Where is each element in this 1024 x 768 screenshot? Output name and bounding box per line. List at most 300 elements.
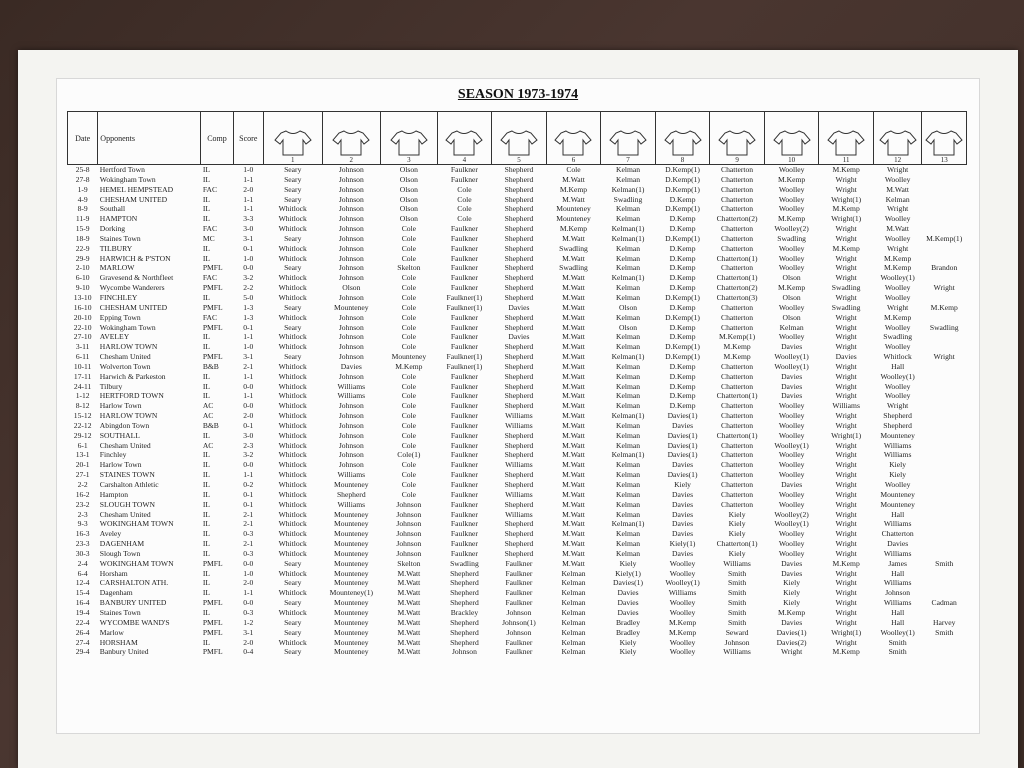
cell-player-6: M.Watt [562,480,585,489]
cell-player-1: Whitlock [278,224,307,234]
cell-player-1: Whitlock [278,273,307,283]
table-row [68,313,967,323]
cell-player-11: Wright [835,420,857,430]
cell-player-13 [922,342,967,352]
cell-opponent: Hertford Town [99,165,145,174]
cell-player-2: Williams [337,499,366,509]
cell-comp: IL [202,253,210,263]
cell-opponent: Harlow Town [99,460,142,470]
cell-player-7: Kelman [615,292,641,302]
cell-player-1: Seary [284,165,302,174]
cell-player-12: Williams [883,440,912,450]
cell-player-9: Chatterton [721,480,754,489]
cell-player-7: Kelman [615,174,641,184]
cell-date: 16-4 [75,598,90,608]
cell-player-9: Chatterton [721,460,754,470]
cell-player-2: Johnson [338,450,364,460]
cell-player-7: Davies [617,598,639,608]
cell-player-1: Whitlock [278,381,307,391]
table-row [68,647,967,657]
cell-player-8: D.Kemp(1) [665,233,700,243]
cell-opponent: Abingdon Town [99,420,150,430]
cell-player-8: Woolley [669,568,696,578]
cell-player-3: Cole [401,371,417,381]
cell-player-5: Shepherd [504,519,534,529]
cell-opponent: HEMEL HEMPSTEAD [99,184,174,194]
cell-player-4: Faulkner [450,480,478,489]
cell-player-6: M.Watt [562,401,585,411]
cell-opponent: Staines Town [99,233,141,243]
cell-player-10: Davies [781,568,803,578]
cell-score: 1-1 [243,371,254,381]
cell-player-6: M.Watt [562,381,585,391]
cell-comp: IL [202,174,210,184]
cell-player-9: Williams [723,558,751,568]
cell-player-7: Kelman [615,381,641,391]
cell-player-2: Mounteney [334,617,369,627]
cell-player-10: Davies [781,480,803,489]
cell-comp: IL [202,430,210,440]
cell-player-1: Whitlock [278,411,307,421]
cell-score: 0-1 [243,243,254,253]
cell-player-2: Johnson [338,253,364,263]
header-shirt-12 [873,112,921,165]
cell-player-7: Kelman [615,214,641,224]
cell-player-4: Faulkner [450,342,478,352]
cell-player-8: Davies(1) [667,440,698,450]
cell-date: 24-11 [73,381,92,391]
cell-player-6: M.Watt [562,233,585,243]
document-page [56,78,980,734]
header-shirt-13 [922,112,967,165]
cell-player-4: Cole [457,204,472,214]
cell-player-5: Shepherd [504,214,534,224]
cell-player-7: Davies [617,588,639,598]
cell-player-6: M.Watt [562,273,585,283]
cell-date: 23-2 [75,499,90,509]
cell-opponent: Dagenham [99,588,133,598]
cell-player-10: Woolley [778,529,805,539]
cell-player-2: Mounteney [334,578,369,588]
cell-player-4: Shepherd [450,617,479,627]
cell-comp: IL [202,391,210,401]
cell-date: 16-3 [75,529,90,539]
cell-player-2: Johnson [338,411,364,421]
cell-player-6: M.Watt [562,302,585,312]
cell-player-3: Cole [401,233,417,243]
cell-player-13: Wright [933,352,955,362]
shirt-icon [922,128,966,156]
cell-score: 0-1 [243,420,254,430]
cell-score: 3-0 [243,224,254,234]
cell-player-2: Johnson [338,263,364,273]
cell-player-1: Whitlock [278,214,307,224]
table-row [68,578,967,588]
cell-player-1: Seary [284,578,302,588]
cell-player-10: Woolley(2) [774,224,809,234]
cell-player-7: Kelman [615,460,641,470]
cell-player-1: Whitlock [278,548,307,558]
cell-score: 3-1 [243,627,254,637]
cell-opponent: Wolverton Town [99,361,151,371]
cell-player-1: Whitlock [278,588,307,598]
cell-player-3: Cole [401,253,417,263]
cell-opponent: WOKINGHAM TOWN [99,519,174,529]
cell-player-1: Seary [284,627,302,637]
cell-player-6: M.Kemp [559,184,588,194]
cell-score: 0-1 [243,322,254,332]
table-row [68,293,967,303]
cell-player-7: Kelman [615,440,641,450]
header-shirt-2 [322,112,381,165]
cell-player-3: Olson [399,194,418,204]
cell-comp: PMFL [202,647,223,657]
cell-player-2: Mounteney [334,558,369,568]
cell-comp: IL [202,489,210,499]
cell-player-11: Wright [835,411,857,421]
cell-player-3: Cole(1) [397,450,421,460]
cell-opponent: Epping Town [99,312,141,322]
shirt-number: 8 [680,156,685,164]
cell-player-3: Cole [401,243,417,253]
cell-player-11: Wright [835,578,857,588]
cell-player-13 [922,382,967,392]
cell-player-2: Johnson [338,194,364,204]
cell-player-4: Faulkner [450,332,478,342]
cell-player-2: Johnson [338,332,364,342]
cell-player-5: Williams [505,460,533,470]
cell-date: 6-10 [75,273,90,283]
cell-player-9: Chatterton(1) [716,539,758,549]
cell-player-11: Wright [835,519,857,529]
cell-player-7: Kelman [615,499,641,509]
cell-player-7: Kelman [615,263,641,273]
cell-player-1: Whitlock [278,607,307,617]
cell-player-1: Whitlock [278,450,307,460]
cell-player-7: Kelman(1) [611,224,645,234]
cell-comp: AC [202,440,214,450]
cell-player-1: Seary [284,263,302,273]
cell-player-13 [922,638,967,648]
cell-player-2: Johnson [338,292,364,302]
cell-opponent: AVELEY [99,332,130,342]
cell-player-10: Woolley [778,194,805,204]
cell-player-9: Chatterton [721,312,754,322]
cell-comp: IL [202,470,210,480]
cell-player-12: Wright [887,165,909,174]
cell-score: 5-0 [243,292,254,302]
cell-player-8: D.Kemp [669,381,696,391]
cell-score: 0-2 [243,480,254,489]
cell-opponent: Finchley [99,450,127,460]
cell-player-2: Johnson [338,174,364,184]
cell-player-7: Kelman(1) [611,519,645,529]
cell-player-4: Cole [457,194,472,204]
cell-player-11: Wright [835,598,857,608]
cell-player-9: Kiely [728,548,746,558]
cell-opponent: WYCOMBE WAND'S [99,617,170,627]
cell-comp: IL [202,381,210,391]
cell-date: 29-9 [75,253,90,263]
cell-score: 2-0 [243,411,254,421]
cell-player-7: Bradley [615,617,641,627]
cell-player-4: Faulkner [450,322,478,332]
shirt-number: 5 [517,156,521,164]
cell-player-8: Davies [672,499,694,509]
cell-player-5: Shepherd [504,361,534,371]
cell-date: 17-11 [73,371,92,381]
cell-opponent: WOKINGHAM TOWN [99,558,174,568]
cell-player-10: Olson [782,292,801,302]
cell-player-13 [922,569,967,579]
cell-player-5: Shepherd [504,273,534,283]
table-row [68,450,967,460]
table-body [68,165,967,658]
cell-player-7: Kelman [615,489,641,499]
cell-player-5: Shepherd [504,352,534,362]
cell-player-10: Wright [781,647,803,657]
cell-player-13: Wright [933,283,955,293]
cell-player-11: Wright [835,342,857,352]
cell-opponent: HERTFORD TOWN [99,391,164,401]
cell-player-3: Cole [401,440,417,450]
cell-player-1: Whitlock [278,480,307,489]
cell-player-11: Wright [835,322,857,332]
cell-player-6: M.Watt [562,253,585,263]
cell-player-9: Chatterton(1) [716,253,758,263]
cell-player-12: Williams [883,578,912,588]
cell-player-9: Chatterton [721,194,754,204]
cell-player-11: Wright [835,499,857,509]
header-shirt-4 [437,112,492,165]
cell-player-4: Faulkner [450,430,478,440]
cell-player-12: Shepherd [883,420,912,430]
cell-player-9: Chatterton [721,381,754,391]
cell-player-7: Kelman [615,243,641,253]
page-title: SEASON 1973-1974 [457,87,579,102]
cell-player-4: Faulkner [450,411,478,421]
cell-comp: MC [202,233,215,243]
cell-player-4: Faulkner [450,381,478,391]
cell-comp: IL [202,342,210,352]
cell-player-3: Cole [401,401,417,411]
cell-player-7: Kelman [615,204,641,214]
cell-player-13: Smith [935,627,954,637]
cell-player-8: Davies [672,489,694,499]
cell-player-2: Mounteney [334,519,369,529]
cell-player-3: Cole [401,332,417,342]
cell-score: 0-0 [243,460,254,470]
cell-player-3: M.Watt [397,617,421,627]
cell-opponent: DAGENHAM [99,539,145,549]
cell-score: 1-0 [243,342,254,352]
cell-player-10: Woolley [778,411,805,421]
cell-player-9: Smith [728,617,747,627]
cell-player-1: Seary [284,558,302,568]
cell-player-5: Shepherd [504,381,534,391]
cell-opponent: SOUTHALL [99,430,140,440]
cell-player-2: Williams [337,391,366,401]
cell-player-8: D.Kemp [669,361,696,371]
cell-score: 2-0 [243,578,254,588]
cell-player-4: Swadling [450,558,479,568]
cell-player-2: Johnson [338,204,364,214]
cell-player-12: Shepherd [883,411,912,421]
cell-comp: PMFL [202,352,223,362]
cell-player-5: Faulkner [505,637,533,647]
cell-score: 1-3 [243,302,254,312]
cell-player-4: Johnson [451,647,477,657]
cell-player-12: James [888,558,907,568]
cell-player-1: Whitlock [278,292,307,302]
cell-date: 11-9 [75,214,90,224]
cell-player-11: Wright [835,548,857,558]
cell-player-11: Wright [835,184,857,194]
cell-date: 13-10 [73,292,92,302]
shirt-icon [547,128,601,156]
cell-player-12: M.Kemp [884,253,912,263]
cell-score: 1-3 [243,312,254,322]
cell-score: 3-2 [243,273,254,283]
cell-player-3: Olson [399,204,418,214]
cell-player-2: Mounteney [334,568,369,578]
cell-player-1: Whitlock [278,430,307,440]
cell-player-13 [922,244,967,254]
cell-player-5: Shepherd [504,430,534,440]
cell-player-13 [922,224,967,234]
cell-player-11: Wright [835,371,857,381]
shirt-number: 7 [626,156,630,164]
cell-player-2: Johnson [338,243,364,253]
cell-score: 1-1 [243,588,254,598]
cell-player-2: Williams [337,470,366,480]
cell-player-8: D.Kemp [669,332,696,342]
cell-player-8: D.Kemp(1) [665,184,700,194]
cell-player-4: Faulkner(1) [446,361,483,371]
cell-player-11: Wright [835,440,857,450]
cell-score: 0-1 [243,499,254,509]
cell-player-13 [922,421,967,431]
cell-player-8: Woolley [669,647,696,657]
cell-player-9: Kiely [728,519,746,529]
cell-player-11: Wright [835,509,857,519]
cell-player-6: Swadling [559,263,588,273]
table-row [68,618,967,628]
table-row [68,510,967,520]
cell-player-7: Davies(1) [613,578,643,588]
cell-player-10: Woolley [778,332,805,342]
cell-player-5: Faulkner [505,647,533,657]
cell-player-3: Cole [401,430,417,440]
table-row [68,195,967,205]
cell-opponent: Chesham United [99,440,151,450]
cell-player-7: Kelman [615,312,641,322]
cell-opponent: Tilbury [99,381,123,391]
cell-player-5: Williams [505,420,533,430]
cell-date: 20-10 [73,312,92,322]
cell-player-5: Shepherd [504,194,534,204]
cell-player-13 [922,588,967,598]
cell-player-4: Shepherd [450,637,479,647]
cell-player-8: Woolley [669,637,696,647]
cell-player-1: Seary [284,233,302,243]
cell-player-10: Olson [782,273,801,283]
cell-player-7: Kelman [615,420,641,430]
cell-player-12: Williams [883,450,912,460]
cell-player-9: Chatterton [721,174,754,184]
cell-player-9: Chatterton [721,184,754,194]
cell-player-9: Chatterton [721,302,754,312]
cell-player-8: D.Kemp(1) [665,312,700,322]
cell-comp: IL [202,509,210,519]
shirt-number: 13 [940,156,948,164]
cell-player-5: Williams [505,411,533,421]
cell-player-6: M.Watt [562,440,585,450]
cell-date: 2-10 [75,263,90,273]
cell-date: 29-12 [73,430,92,440]
cell-player-8: Davies [672,519,694,529]
table-row [68,638,967,648]
cell-player-7: Kelman [615,539,641,549]
cell-player-2: Johnson [338,430,364,440]
cell-player-5: Johnson [506,627,532,637]
cell-opponent: HORSHAM [99,637,138,647]
cell-player-4: Faulkner(1) [446,352,483,362]
cell-player-3: Cole [401,480,417,489]
cell-player-9: M.Kemp [723,352,751,362]
table-row [68,529,967,539]
cell-player-10: Woolley [778,450,805,460]
cell-player-13 [922,273,967,283]
cell-player-9: Chatterton [721,420,754,430]
cell-player-11: Wright [835,312,857,322]
cell-player-12: Woolley [884,283,911,293]
cell-comp: IL [202,214,210,224]
cell-player-3: Olson [399,214,418,224]
cell-date: 9-3 [77,519,88,529]
cell-player-7: Kelman [615,430,641,440]
cell-player-7: Kiely(1) [615,568,641,578]
cell-player-2: Mounteney(1) [329,588,374,598]
cell-player-7: Kelman [615,342,641,352]
cell-player-1: Whitlock [278,204,307,214]
cell-player-10: Kiely [783,588,801,598]
cell-comp: AC [202,401,214,411]
cell-player-13 [922,480,967,490]
cell-player-8: D.Kemp [669,224,696,234]
table-row [68,441,967,451]
cell-player-2: Mounteney [334,548,369,558]
cell-player-11: M.Kemp [832,647,860,657]
shirt-number: 1 [290,156,295,164]
cell-player-13 [922,214,967,224]
cell-player-6: M.Watt [562,411,585,421]
cell-player-12: Williams [883,519,912,529]
cell-player-3: Olson [399,165,418,174]
cell-player-10: Woolley [778,253,805,263]
cell-player-13 [922,204,967,214]
cell-player-3: Cole [401,489,417,499]
cell-player-3: Mounteney [391,352,427,362]
cell-comp: IL [202,568,210,578]
cell-player-1: Whitlock [278,637,307,647]
cell-player-10: Woolley [778,243,805,253]
cell-player-5: Shepherd [504,548,534,558]
cell-player-3: M.Watt [397,647,421,657]
cell-opponent: MARLOW [99,263,135,273]
cell-player-8: Woolley(1) [665,578,700,588]
cell-player-8: Davies [672,509,694,519]
